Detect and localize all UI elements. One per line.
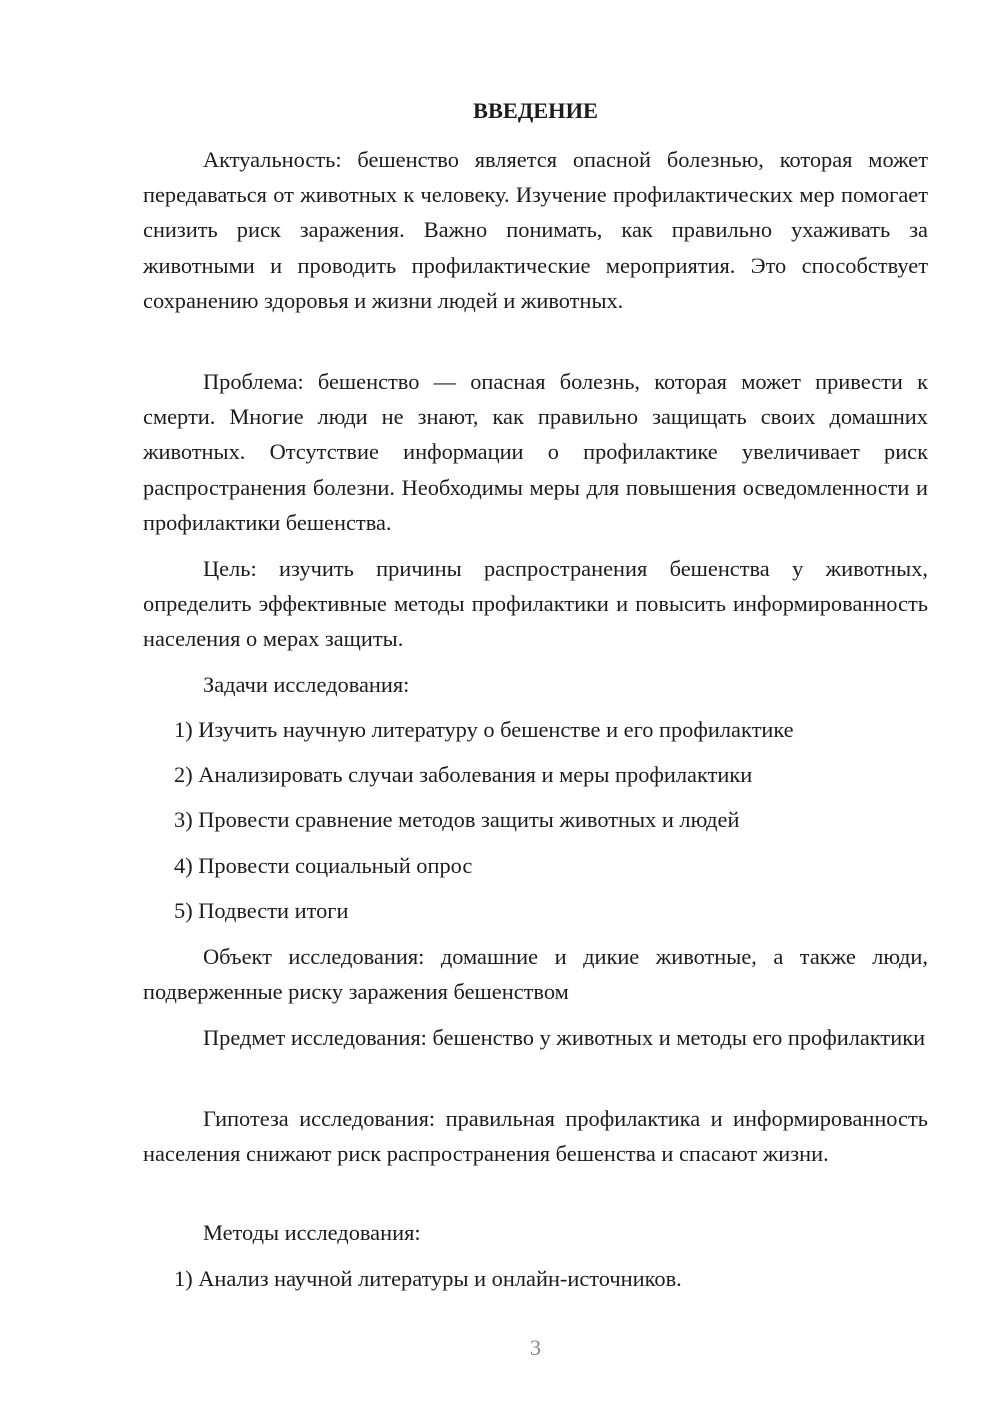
page-number: 3 xyxy=(529,1335,542,1360)
task-item-1: 1) Изучить научную литературу о бешенстве и его профилактике xyxy=(174,717,794,742)
paragraph-problem: Проблема: бешенство — опасная болезнь, которая может привести к смерти. Многие люди не знают, как правильно защищать своих домашних животных. Отсутствие информации о профилактике увеличивает риск распространения болезни. Необходимы меры для повышения осведомленности и профилактики бешенства. xyxy=(143,369,928,535)
paragraph-relevance: Актуальность: бешенство является опасной болезнью, которая может передаваться от животных к человеку. Изучение профилактических мер помогает снизить риск заражения. Важно понимать, как правильно ухаживать за животными и проводить профилактические мероприятия. Это способствует сохранению здоровья и жизни людей и животных. xyxy=(143,147,928,313)
task-item-4: 4) Провести социальный опрос xyxy=(174,853,473,878)
paragraph-subject: Предмет исследования: бешенство у животных и методы его профилактики xyxy=(203,1025,926,1050)
paragraph-goal: Цель: изучить причины распространения бешенства у животных, определить эффективные методы профилактики и повысить информированность населения о мерах защиты. xyxy=(143,556,928,652)
method-item-1: 1) Анализ научной литературы и онлайн-источников. xyxy=(174,1266,682,1291)
paragraph-object: Объект исследования: домашние и дикие животные, а также люди, подверженные риску заражения бешенством xyxy=(143,944,928,1005)
methods-heading: Методы исследования: xyxy=(203,1220,421,1245)
paragraph-hypothesis: Гипотеза исследования: правильная профилактика и информированность населения снижают риск распространения бешенства и спасают жизни. xyxy=(143,1106,928,1167)
document-page xyxy=(143,0,928,1414)
page-title: ВВЕДЕНИЕ xyxy=(473,98,598,123)
task-item-5: 5) Подвести итоги xyxy=(174,898,349,923)
tasks-heading: Задачи исследования: xyxy=(203,672,410,697)
task-item-3: 3) Провести сравнение методов защиты животных и людей xyxy=(174,807,740,832)
task-item-2: 2) Анализировать случаи заболевания и меры профилактики xyxy=(174,762,753,787)
